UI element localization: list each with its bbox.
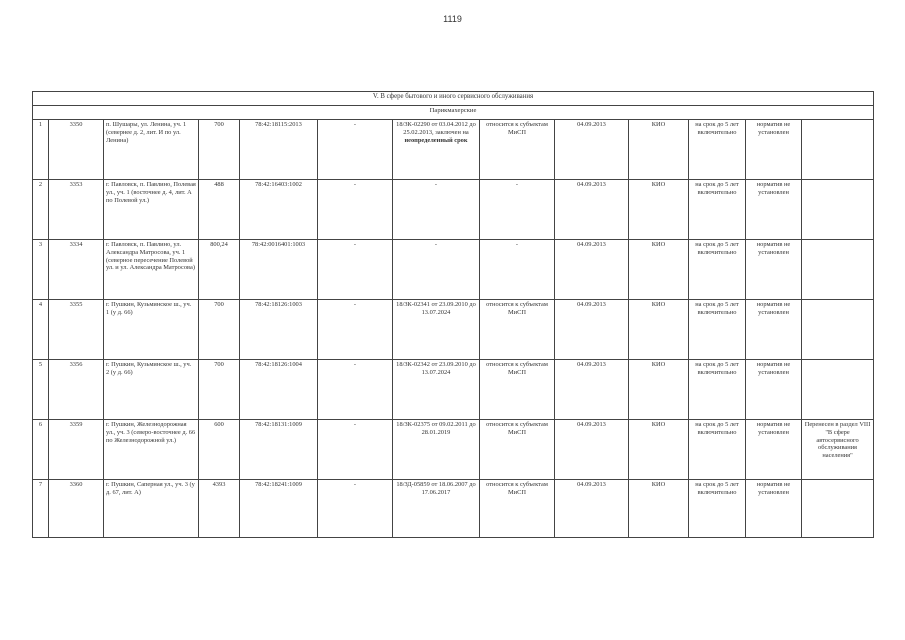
owner-category-cell xyxy=(480,420,555,480)
date-text: 04.09.2013 xyxy=(577,361,606,368)
organization-text: КИО xyxy=(651,421,666,428)
term-cell xyxy=(689,360,746,420)
norm-text: норматив не установлен xyxy=(756,361,791,376)
encumbrance-text: - xyxy=(353,181,357,188)
norm-text: норматив не установлен xyxy=(756,181,791,196)
record-id-text: 3360 xyxy=(69,481,83,488)
row-number-text: 2 xyxy=(38,181,43,188)
cadastral-number-cell xyxy=(240,180,318,240)
subsection-title: Парикмахерские xyxy=(33,106,874,120)
note-cell xyxy=(802,120,874,180)
record-id-cell xyxy=(49,480,104,538)
lease-cell xyxy=(393,300,480,360)
record-id-cell xyxy=(49,360,104,420)
address-text: г. Павловск, п. Павлино, ул. Александра Матросова, уч. 1 (северное пересечение Полевой ул. и ул. Александра Матросова) xyxy=(106,241,195,272)
address-cell xyxy=(104,240,199,300)
owner-category-cell xyxy=(480,120,555,180)
date-text: 04.09.2013 xyxy=(577,121,606,128)
lease-text: 18/ЗК-02342 от 23.09.2010 до 13.07.2024 xyxy=(396,361,476,376)
organization-cell xyxy=(629,180,689,240)
cadastral-number-cell xyxy=(240,360,318,420)
page-number: 1119 xyxy=(443,14,462,24)
term-cell xyxy=(689,180,746,240)
record-id-cell xyxy=(49,180,104,240)
norm-text: норматив не установлен xyxy=(756,481,791,496)
address-cell xyxy=(104,300,199,360)
row-number-cell xyxy=(33,120,49,180)
record-id-text: 3353 xyxy=(69,181,83,188)
term-text: на срок до 5 лет включительно xyxy=(695,301,739,316)
norm-cell xyxy=(746,480,802,538)
area-cell xyxy=(199,300,240,360)
table-row xyxy=(33,240,874,300)
area-text: 700 xyxy=(214,361,224,368)
area-cell xyxy=(199,480,240,538)
table-row xyxy=(33,420,874,480)
organization-cell xyxy=(629,360,689,420)
owner-category-cell xyxy=(480,480,555,538)
encumbrance-cell xyxy=(318,360,393,420)
lease-term-text: неопределенный срок xyxy=(404,136,468,144)
row-number-text: 7 xyxy=(38,481,43,488)
address-text: г. Пушкин, Саперная ул., уч. 3 (у д. 67, лит. А) xyxy=(106,481,195,496)
owner-category-text: - xyxy=(515,181,519,188)
note-cell xyxy=(802,360,874,420)
date-cell xyxy=(555,120,629,180)
owner-category-text: относится к субъектам МиСП xyxy=(486,421,548,436)
encumbrance-cell xyxy=(318,120,393,180)
note-cell xyxy=(802,420,874,480)
area-text: 4393 xyxy=(212,481,226,488)
term-text: на срок до 5 лет включительно xyxy=(695,361,739,376)
address-text: п. Шушары, ул. Ленина, уч. 1 (севернее д. 2, лит. И по ул. Ленина) xyxy=(106,121,187,144)
record-id-text: 3356 xyxy=(69,361,83,368)
term-cell xyxy=(689,120,746,180)
date-cell xyxy=(555,240,629,300)
cadastral-number-text: 78:42:18126:1003 xyxy=(255,301,302,308)
note-text: Перенесен в раздел VIII "В сфере автосервисного обслуживания населения" xyxy=(804,421,871,460)
row-number-text: 1 xyxy=(38,121,43,128)
owner-category-text: относится к субъектам МиСП xyxy=(486,121,548,136)
cadastral-number-cell xyxy=(240,300,318,360)
term-text: на срок до 5 лет включительно xyxy=(695,481,739,496)
date-text: 04.09.2013 xyxy=(577,481,606,488)
encumbrance-text: - xyxy=(353,421,357,428)
table-row xyxy=(33,360,874,420)
area-text: 600 xyxy=(214,421,224,428)
lease-text: 18/ЗД-05859 от 18.06.2007 до 17.06.2017 xyxy=(396,481,476,496)
encumbrance-cell xyxy=(318,420,393,480)
record-id-cell xyxy=(49,420,104,480)
organization-text: КИО xyxy=(651,181,666,188)
lease-cell xyxy=(393,120,480,180)
organization-text: КИО xyxy=(651,361,666,368)
owner-category-text: относится к субъектам МиСП xyxy=(486,361,548,376)
term-text: на срок до 5 лет включительно xyxy=(695,181,739,196)
cadastral-number-text: 78:42:0016401:1003 xyxy=(251,241,306,248)
lease-text: 18/ЗК-02290 от 03.04.2012 до 25.02.2013, заключен на xyxy=(396,121,476,136)
norm-text: норматив не установлен xyxy=(756,301,791,316)
lease-cell xyxy=(393,180,480,240)
area-text: 700 xyxy=(214,121,224,128)
date-text: 04.09.2013 xyxy=(577,301,606,308)
record-id-cell xyxy=(49,120,104,180)
lease-cell xyxy=(393,360,480,420)
norm-cell xyxy=(746,360,802,420)
cadastral-number-text: 78:42:18131:1009 xyxy=(255,421,302,428)
organization-cell xyxy=(629,420,689,480)
row-number-cell xyxy=(33,480,49,538)
record-id-text: 3359 xyxy=(69,421,83,428)
area-cell xyxy=(199,180,240,240)
note-cell xyxy=(802,180,874,240)
date-cell xyxy=(555,180,629,240)
organization-cell xyxy=(629,480,689,538)
norm-cell xyxy=(746,240,802,300)
term-text: на срок до 5 лет включительно xyxy=(695,421,739,436)
row-number-cell xyxy=(33,360,49,420)
term-text: на срок до 5 лет включительно xyxy=(695,121,739,136)
cadastral-number-cell xyxy=(240,420,318,480)
note-cell xyxy=(802,480,874,538)
lease-cell xyxy=(393,240,480,300)
encumbrance-text: - xyxy=(353,361,357,368)
date-text: 04.09.2013 xyxy=(577,181,606,188)
term-text: на срок до 5 лет включительно xyxy=(695,241,739,256)
area-text: 700 xyxy=(214,301,224,308)
row-number-cell xyxy=(33,240,49,300)
section-title-row xyxy=(33,92,874,106)
date-cell xyxy=(555,420,629,480)
encumbrance-cell xyxy=(318,180,393,240)
address-text: г. Пушкин, Кузьминское ш., уч. 1 (у д. 66) xyxy=(106,301,192,316)
cadastral-number-cell xyxy=(240,240,318,300)
record-id-text: 3350 xyxy=(69,121,83,128)
record-id-text: 3355 xyxy=(69,301,83,308)
owner-category-cell xyxy=(480,360,555,420)
area-cell xyxy=(199,420,240,480)
norm-text: норматив не установлен xyxy=(756,421,791,436)
organization-text: КИО xyxy=(651,481,666,488)
owner-category-cell xyxy=(480,240,555,300)
row-number-cell xyxy=(33,420,49,480)
encumbrance-text: - xyxy=(353,481,357,488)
norm-text: норматив не установлен xyxy=(756,121,791,136)
encumbrance-text: - xyxy=(353,121,357,128)
area-text: 800,24 xyxy=(210,241,228,248)
norm-cell xyxy=(746,300,802,360)
term-cell xyxy=(689,300,746,360)
norm-cell xyxy=(746,420,802,480)
record-id-text: 3334 xyxy=(69,241,83,248)
row-number-text: 4 xyxy=(38,301,43,308)
cadastral-number-text: 78:42:16403:1002 xyxy=(255,181,302,188)
organization-text: КИО xyxy=(651,241,666,248)
address-cell xyxy=(104,180,199,240)
lease-text: 18/ЗК-02341 от 23.09.2010 до 13.07.2024 xyxy=(396,301,476,316)
address-cell xyxy=(104,120,199,180)
encumbrance-cell xyxy=(318,300,393,360)
encumbrance-cell xyxy=(318,240,393,300)
norm-text: норматив не установлен xyxy=(756,241,791,256)
organization-text: КИО xyxy=(651,121,666,128)
date-text: 04.09.2013 xyxy=(577,241,606,248)
cadastral-number-text: 78:42:18241:1009 xyxy=(255,481,302,488)
address-text: г. Пушкин, Кузьминское ш., уч. 2 (у д. 66) xyxy=(106,361,192,376)
row-number-text: 5 xyxy=(38,361,43,368)
address-cell xyxy=(104,420,199,480)
cadastral-number-text: 78:42:18126:1004 xyxy=(255,361,302,368)
organization-cell xyxy=(629,240,689,300)
date-cell xyxy=(555,360,629,420)
encumbrance-text: - xyxy=(353,301,357,308)
table-row xyxy=(33,300,874,360)
owner-category-cell xyxy=(480,180,555,240)
owner-category-cell xyxy=(480,300,555,360)
address-cell xyxy=(104,480,199,538)
row-number-text: 6 xyxy=(38,421,43,428)
section-title: V. В сфере бытового и иного сервисного обслуживания xyxy=(33,92,874,106)
lease-text: 18/ЗК-02375 от 09.02.2011 до 28.01.2019 xyxy=(396,421,476,436)
encumbrance-text: - xyxy=(353,241,357,248)
record-id-cell xyxy=(49,240,104,300)
term-cell xyxy=(689,240,746,300)
owner-category-text: - xyxy=(515,241,519,248)
note-cell xyxy=(802,300,874,360)
area-cell xyxy=(199,240,240,300)
owner-category-text: относится к субъектам МиСП xyxy=(486,481,548,496)
encumbrance-cell xyxy=(318,480,393,538)
address-cell xyxy=(104,360,199,420)
cadastral-number-cell xyxy=(240,480,318,538)
norm-cell xyxy=(746,180,802,240)
cadastral-number-text: 78:42:18115:2013 xyxy=(255,121,302,128)
term-cell xyxy=(689,480,746,538)
address-text: г. Пушкин, Железнодорожная ул., уч. 3 (северо-восточнее д. 66 по Железнодорожной ул.) xyxy=(106,421,196,444)
norm-cell xyxy=(746,120,802,180)
organization-cell xyxy=(629,120,689,180)
table-row xyxy=(33,120,874,180)
date-cell xyxy=(555,480,629,538)
date-cell xyxy=(555,300,629,360)
organization-text: КИО xyxy=(651,301,666,308)
address-text: г. Павловск, п. Павлино, Полевая ул., уч. 1 (восточнее д. 4, лит. А по Полевой ул.) xyxy=(106,181,196,204)
table-row xyxy=(33,180,874,240)
row-number-cell xyxy=(33,180,49,240)
row-number-cell xyxy=(33,300,49,360)
area-cell xyxy=(199,120,240,180)
row-number-text: 3 xyxy=(38,241,43,248)
note-cell xyxy=(802,240,874,300)
cadastral-number-cell xyxy=(240,120,318,180)
area-cell xyxy=(199,360,240,420)
owner-category-text: относится к субъектам МиСП xyxy=(486,301,548,316)
record-id-cell xyxy=(49,300,104,360)
date-text: 04.09.2013 xyxy=(577,421,606,428)
register-table xyxy=(32,91,874,538)
lease-cell xyxy=(393,420,480,480)
subsection-title-row xyxy=(33,106,874,120)
organization-cell xyxy=(629,300,689,360)
lease-text: - xyxy=(434,241,438,248)
term-cell xyxy=(689,420,746,480)
table-row xyxy=(33,480,874,538)
lease-text: - xyxy=(434,181,438,188)
area-text: 488 xyxy=(214,181,224,188)
lease-cell xyxy=(393,480,480,538)
